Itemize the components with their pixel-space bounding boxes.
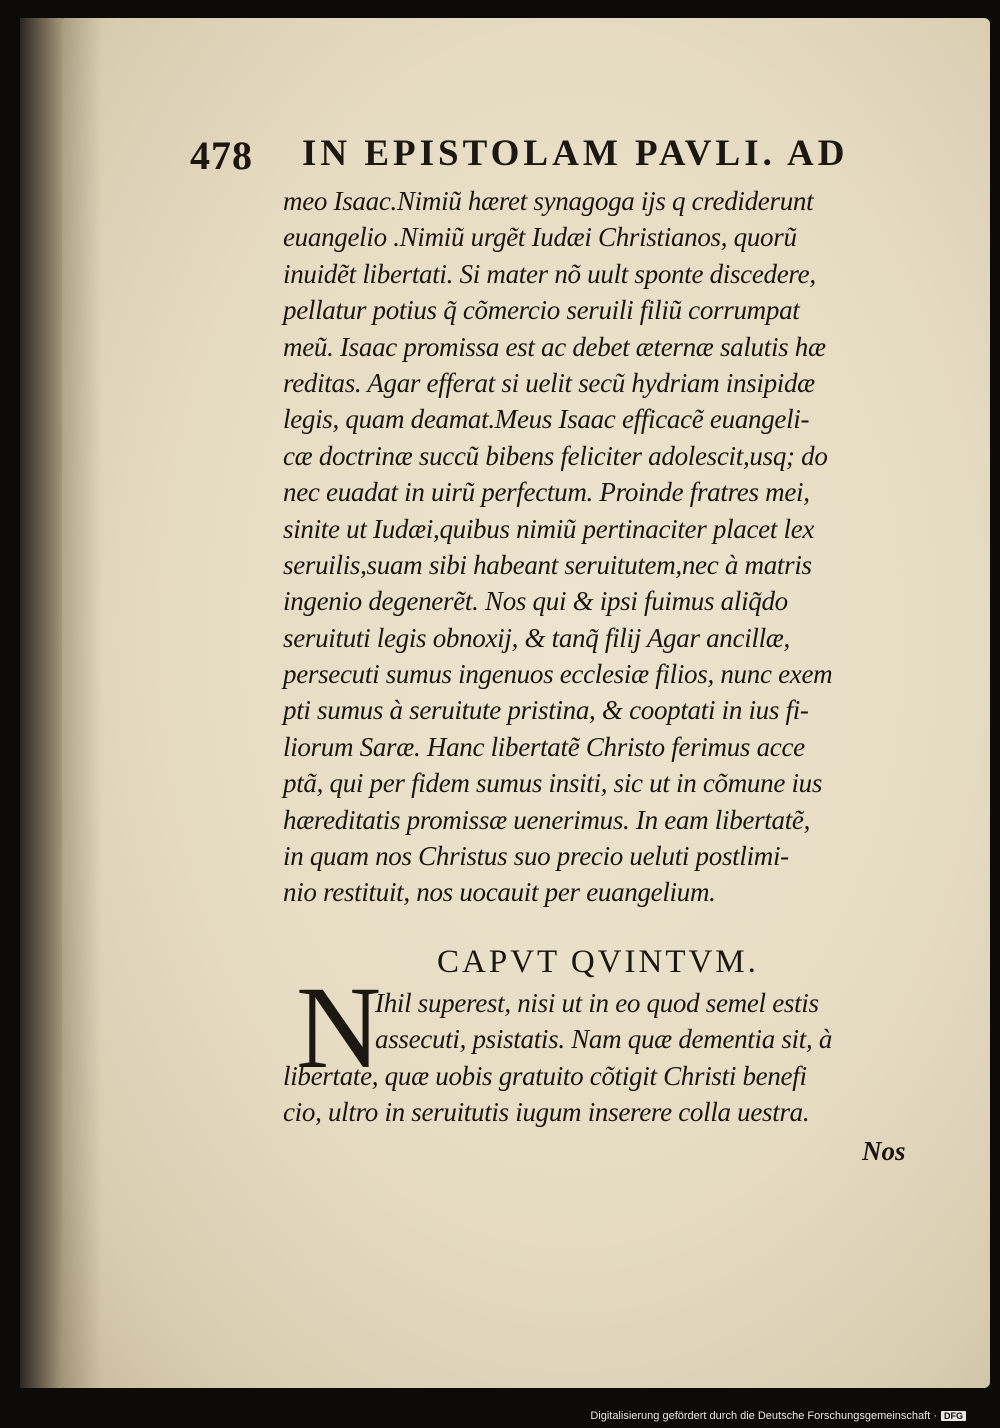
text-line: seruituti legis obnoxij, & tanq̃ filij Agar ancillæ, <box>283 622 790 653</box>
text-line: reditas. Agar efferat si uelit secũ hydriam insipidæ <box>283 367 815 398</box>
chapter-text <box>283 985 923 1131</box>
digitization-credit <box>590 1410 966 1422</box>
text-line: in quam nos Christus suo precio ueluti postlimi- <box>283 841 789 872</box>
text-line: seruilis,suam sibi habeant seruitutem,nec à matris <box>283 549 812 580</box>
text-line: Ihil superest, nisi ut in eo quod semel estis <box>375 988 819 1018</box>
credit-text: Digitalisierung gefördert durch die Deutsche Forschungsgemeinschaft · <box>590 1410 937 1422</box>
text-line: ptã, qui per fidem sumus insiti, sic ut in cõmune ius <box>283 768 823 799</box>
text-line: ingenio degenerẽt. Nos qui & ipsi fuimus aliq̃do <box>283 586 788 617</box>
text-line: pellatur potius q̃ cõmercio seruili filiũ corrumpat <box>283 295 800 326</box>
text-line: persecuti sumus ingenuos ecclesiæ filios, nunc exem <box>283 659 833 690</box>
text-line: nio restituit, nos uocauit per euangelium. <box>283 877 716 908</box>
dfg-logo-icon: DFG <box>941 1411 966 1421</box>
body-text <box>283 183 923 911</box>
text-line: assecuti, psistatis. Nam quæ dementia sit, à <box>375 1024 833 1055</box>
text-line: cio, ultro in seruitutis iugum inserere colla uestra. <box>283 1097 810 1128</box>
folio-number: 478 <box>190 133 253 178</box>
text-line: nec euadat in uirũ perfectum. Proinde fratres mei, <box>283 477 810 508</box>
text-line: cæ doctrinæ succũ bibens feliciter adolescit,usq; do <box>283 440 828 471</box>
text-line: inuidẽt libertati. Si mater nõ uult sponte discedere, <box>283 258 816 289</box>
text-line: meo Isaac.Nimiũ hæret synagoga ijs q crediderunt <box>283 186 814 216</box>
chapter-heading: CAPVT QVINTVM. <box>437 944 759 980</box>
text-line: libertate, quæ uobis gratuito cõtigit Christi benefi <box>283 1060 807 1091</box>
catchword: Nos <box>862 1136 906 1166</box>
text-line: euangelio .Nimiũ urgẽt Iudæi Christianos, quorũ <box>283 222 797 253</box>
text-line: pti sumus à seruitute pristina, & cooptati in ius fi- <box>283 695 809 726</box>
text-line: hæreditatis promissæ uenerimus. In eam libertatẽ, <box>283 804 811 835</box>
running-title: IN EPISTOLAM PAVLI. AD <box>302 133 849 174</box>
text-line: liorum Saræ. Hanc libertatẽ Christo ferimus acce <box>283 731 805 762</box>
text-line: legis, quam deamat.Meus Isaac efficacẽ euangeli- <box>283 404 810 435</box>
text-line: meũ. Isaac promissa est ac debet æternæ salutis hæ <box>283 331 826 362</box>
text-line: sinite ut Iudæi,quibus nimiũ pertinaciter placet lex <box>283 513 815 544</box>
page-header <box>190 128 900 178</box>
drop-cap-initial: N <box>296 962 382 1093</box>
